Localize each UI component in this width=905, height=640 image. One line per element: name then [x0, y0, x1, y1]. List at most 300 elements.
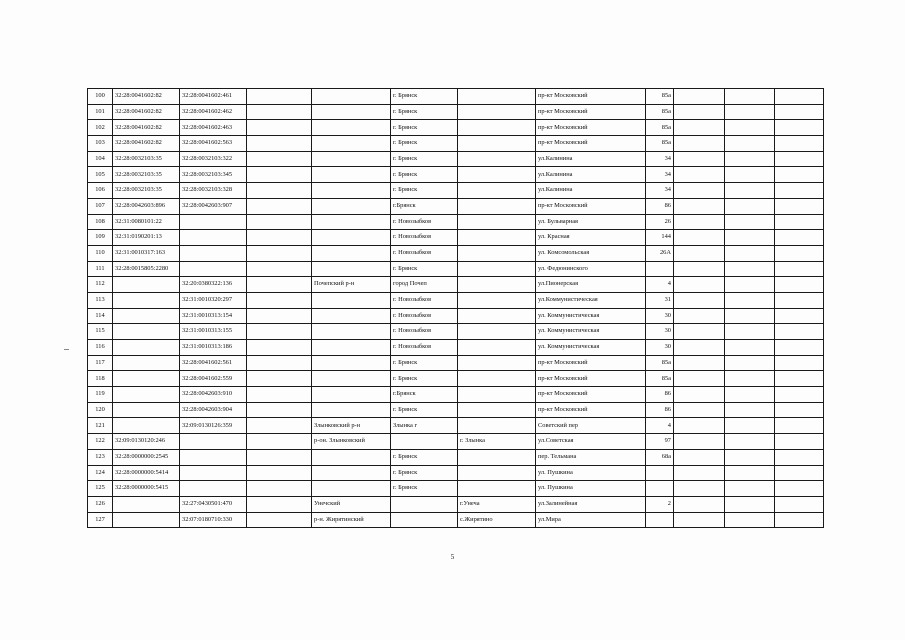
cell-house-number: 85а	[646, 104, 674, 120]
table-row	[88, 387, 824, 403]
cell-blank-column	[247, 324, 312, 340]
cell-city: г. Брянск	[391, 402, 458, 418]
cell-extra-column-1	[674, 481, 725, 497]
table-row	[88, 277, 824, 293]
cell-street: ул. Федюнинского	[536, 261, 646, 277]
cell-house-number: 34	[646, 167, 674, 183]
cell-city: г. Брянск	[391, 481, 458, 497]
cell-parent-cadastral-number	[113, 387, 180, 403]
cell-city: г. Новозыбков	[391, 292, 458, 308]
cell-city: г. Брянск	[391, 167, 458, 183]
cell-extra-column-3	[775, 308, 824, 324]
cell-extra-column-3	[775, 89, 824, 105]
cell-blank-column	[247, 481, 312, 497]
cell-city: г. Новозыбков	[391, 245, 458, 261]
cell-settlement	[458, 261, 536, 277]
cell-house-number: 31	[646, 292, 674, 308]
cell-extra-column-3	[775, 167, 824, 183]
cell-extra-column-1	[674, 245, 725, 261]
cell-street: пр-кт Московский	[536, 198, 646, 214]
cell-district	[312, 355, 391, 371]
table-row	[88, 465, 824, 481]
cell-blank-column	[247, 136, 312, 152]
cell-blank-column	[247, 512, 312, 528]
cell-extra-column-1	[674, 371, 725, 387]
cell-extra-column-1	[674, 89, 725, 105]
cell-parent-cadastral-number	[113, 324, 180, 340]
cell-district	[312, 245, 391, 261]
cell-cadastral-number: 32:31:0010313:186	[180, 340, 247, 356]
table-row	[88, 136, 824, 152]
cell-house-number: 97	[646, 434, 674, 450]
cell-extra-column-1	[674, 512, 725, 528]
table-row	[88, 104, 824, 120]
cell-row-number: 102	[88, 120, 113, 136]
cell-blank-column	[247, 167, 312, 183]
cell-extra-column-1	[674, 136, 725, 152]
cell-extra-column-3	[775, 387, 824, 403]
cell-parent-cadastral-number: 32:28:0015805:2280	[113, 261, 180, 277]
cell-city: г. Брянск	[391, 136, 458, 152]
cell-parent-cadastral-number: 32:28:0032103:35	[113, 183, 180, 199]
table-row	[88, 167, 824, 183]
cell-street: ул. Комсомольская	[536, 245, 646, 261]
cell-street: ул. Коммунистическая	[536, 324, 646, 340]
cell-extra-column-1	[674, 402, 725, 418]
table-row	[88, 355, 824, 371]
cell-extra-column-1	[674, 496, 725, 512]
cell-extra-column-3	[775, 355, 824, 371]
cell-extra-column-2	[725, 89, 775, 105]
cell-blank-column	[247, 496, 312, 512]
cell-cadastral-number: 32:28:0041602:462	[180, 104, 247, 120]
table-row	[88, 324, 824, 340]
cell-blank-column	[247, 230, 312, 246]
cell-settlement	[458, 292, 536, 308]
cell-extra-column-2	[725, 449, 775, 465]
cell-parent-cadastral-number: 32:31:0080101:22	[113, 214, 180, 230]
cell-parent-cadastral-number: 32:28:0000000:2545	[113, 449, 180, 465]
cell-cadastral-number: 32:28:0041602:559	[180, 371, 247, 387]
cell-parent-cadastral-number: 32:28:0041602:82	[113, 89, 180, 105]
cell-cadastral-number	[180, 434, 247, 450]
cell-extra-column-3	[775, 465, 824, 481]
cell-district	[312, 214, 391, 230]
cell-blank-column	[247, 120, 312, 136]
cell-street: пр-кт Московский	[536, 402, 646, 418]
cell-extra-column-1	[674, 183, 725, 199]
cell-extra-column-1	[674, 308, 725, 324]
cell-parent-cadastral-number: 32:28:0042603:896	[113, 198, 180, 214]
cell-city: г. Брянск	[391, 355, 458, 371]
cell-cadastral-number	[180, 230, 247, 246]
cell-extra-column-2	[725, 324, 775, 340]
cell-extra-column-2	[725, 245, 775, 261]
cell-street: ул.Мира	[536, 512, 646, 528]
cell-extra-column-1	[674, 434, 725, 450]
cell-settlement	[458, 120, 536, 136]
cell-city: г. Новозыбков	[391, 230, 458, 246]
cell-extra-column-2	[725, 261, 775, 277]
cell-cadastral-number: 32:07:0180710:330	[180, 512, 247, 528]
cell-extra-column-1	[674, 355, 725, 371]
cell-blank-column	[247, 387, 312, 403]
cell-row-number: 117	[88, 355, 113, 371]
cell-house-number: 85а	[646, 89, 674, 105]
cell-extra-column-2	[725, 481, 775, 497]
cell-settlement	[458, 465, 536, 481]
cell-settlement	[458, 481, 536, 497]
cell-city: г. Брянск	[391, 183, 458, 199]
cell-extra-column-2	[725, 355, 775, 371]
cell-extra-column-3	[775, 136, 824, 152]
table-row	[88, 214, 824, 230]
cell-parent-cadastral-number	[113, 340, 180, 356]
cell-street: ул.Калинина	[536, 183, 646, 199]
cell-cadastral-number	[180, 214, 247, 230]
cell-extra-column-1	[674, 167, 725, 183]
cell-cadastral-number: 32:28:0041602:561	[180, 355, 247, 371]
cell-row-number: 101	[88, 104, 113, 120]
cell-row-number: 126	[88, 496, 113, 512]
cell-street: ул. Красная	[536, 230, 646, 246]
cell-district	[312, 371, 391, 387]
cell-extra-column-1	[674, 120, 725, 136]
cell-settlement: с.Жирятино	[458, 512, 536, 528]
cell-house-number: 85а	[646, 136, 674, 152]
cell-extra-column-1	[674, 104, 725, 120]
cell-extra-column-2	[725, 230, 775, 246]
cell-blank-column	[247, 89, 312, 105]
cell-row-number: 122	[88, 434, 113, 450]
cell-district	[312, 230, 391, 246]
cell-extra-column-2	[725, 434, 775, 450]
cell-district: Унечский	[312, 496, 391, 512]
cell-cadastral-number: 32:27:0430501:470	[180, 496, 247, 512]
cell-row-number: 107	[88, 198, 113, 214]
cell-cadastral-number: 32:28:0041602:563	[180, 136, 247, 152]
table-row	[88, 292, 824, 308]
cell-cadastral-number	[180, 465, 247, 481]
cell-city: г. Брянск	[391, 261, 458, 277]
cell-extra-column-2	[725, 292, 775, 308]
cell-house-number: 68а	[646, 449, 674, 465]
table-row	[88, 434, 824, 450]
table-row	[88, 183, 824, 199]
cell-extra-column-1	[674, 324, 725, 340]
cell-extra-column-1	[674, 387, 725, 403]
cell-cadastral-number: 32:20:0380322:136	[180, 277, 247, 293]
table-row	[88, 261, 824, 277]
cell-blank-column	[247, 434, 312, 450]
cell-blank-column	[247, 261, 312, 277]
cell-cadastral-number: 32:31:0010313:154	[180, 308, 247, 324]
cell-district	[312, 136, 391, 152]
cell-extra-column-2	[725, 277, 775, 293]
cell-house-number: 86	[646, 198, 674, 214]
cell-street: Советский пер	[536, 418, 646, 434]
cell-settlement	[458, 449, 536, 465]
cell-street: ул. Коммунистическая	[536, 340, 646, 356]
cell-extra-column-1	[674, 261, 725, 277]
cell-row-number: 103	[88, 136, 113, 152]
cell-street: пр-кт Московский	[536, 136, 646, 152]
table-row	[88, 308, 824, 324]
cell-house-number: 34	[646, 151, 674, 167]
cell-extra-column-2	[725, 120, 775, 136]
cell-city: г. Брянск	[391, 465, 458, 481]
cell-row-number: 114	[88, 308, 113, 324]
cell-extra-column-3	[775, 292, 824, 308]
cell-district	[312, 261, 391, 277]
cell-settlement	[458, 151, 536, 167]
cell-blank-column	[247, 449, 312, 465]
cell-parent-cadastral-number: 32:31:0190201:13	[113, 230, 180, 246]
cell-district	[312, 292, 391, 308]
cell-settlement: г. Злынка	[458, 434, 536, 450]
cell-extra-column-3	[775, 151, 824, 167]
cell-district	[312, 183, 391, 199]
cell-extra-column-3	[775, 183, 824, 199]
cell-settlement	[458, 308, 536, 324]
cell-street: ул. Пушкина	[536, 481, 646, 497]
cell-house-number: 2	[646, 496, 674, 512]
cell-row-number: 109	[88, 230, 113, 246]
cell-settlement	[458, 136, 536, 152]
cell-extra-column-3	[775, 261, 824, 277]
cell-cadastral-number	[180, 449, 247, 465]
cell-extra-column-2	[725, 496, 775, 512]
cell-parent-cadastral-number	[113, 496, 180, 512]
cell-settlement	[458, 89, 536, 105]
cell-city: г. Брянск	[391, 89, 458, 105]
cell-settlement	[458, 371, 536, 387]
cell-extra-column-2	[725, 387, 775, 403]
cell-parent-cadastral-number	[113, 308, 180, 324]
cell-extra-column-3	[775, 434, 824, 450]
cell-street: пр-кт Московский	[536, 371, 646, 387]
cell-house-number: 86	[646, 387, 674, 403]
cell-house-number: 26А	[646, 245, 674, 261]
cell-blank-column	[247, 292, 312, 308]
cell-district	[312, 324, 391, 340]
cell-parent-cadastral-number	[113, 512, 180, 528]
cell-house-number: 4	[646, 418, 674, 434]
cell-street: ул. Пушкина	[536, 465, 646, 481]
cell-district	[312, 151, 391, 167]
table-row	[88, 198, 824, 214]
cell-city: г. Брянск	[391, 151, 458, 167]
cell-street: пр-кт Московский	[536, 355, 646, 371]
cell-parent-cadastral-number	[113, 277, 180, 293]
cell-city	[391, 496, 458, 512]
cell-settlement	[458, 198, 536, 214]
cell-extra-column-2	[725, 418, 775, 434]
cell-cadastral-number: 32:28:0041602:461	[180, 89, 247, 105]
cell-blank-column	[247, 402, 312, 418]
cell-settlement	[458, 402, 536, 418]
cell-extra-column-2	[725, 340, 775, 356]
cell-extra-column-3	[775, 230, 824, 246]
cell-parent-cadastral-number	[113, 402, 180, 418]
cell-house-number: 4	[646, 277, 674, 293]
cell-house-number: 30	[646, 340, 674, 356]
cell-city: город Почеп	[391, 277, 458, 293]
cell-settlement	[458, 214, 536, 230]
cell-cadastral-number: 32:28:0032103:322	[180, 151, 247, 167]
cell-parent-cadastral-number	[113, 292, 180, 308]
cell-district	[312, 465, 391, 481]
cell-cadastral-number: 32:28:0041602:463	[180, 120, 247, 136]
cell-cadastral-number: 32:28:0032103:328	[180, 183, 247, 199]
cell-street: ул.Калинина	[536, 167, 646, 183]
cell-row-number: 125	[88, 481, 113, 497]
cell-parent-cadastral-number: 32:31:0010317:163	[113, 245, 180, 261]
cell-extra-column-1	[674, 292, 725, 308]
cell-extra-column-1	[674, 449, 725, 465]
cell-row-number: 119	[88, 387, 113, 403]
cell-district: р-он. Злынковский	[312, 434, 391, 450]
cell-row-number: 116	[88, 340, 113, 356]
cell-city: г. Новозыбков	[391, 340, 458, 356]
cell-blank-column	[247, 183, 312, 199]
cell-row-number: 123	[88, 449, 113, 465]
cell-row-number: 118	[88, 371, 113, 387]
cell-extra-column-3	[775, 481, 824, 497]
cell-city	[391, 512, 458, 528]
cell-row-number: 108	[88, 214, 113, 230]
cell-settlement	[458, 230, 536, 246]
cell-city	[391, 434, 458, 450]
cell-extra-column-1	[674, 465, 725, 481]
page-number: 5	[450, 553, 455, 561]
cell-district: р-н. Жирятинский	[312, 512, 391, 528]
cell-house-number: 85а	[646, 120, 674, 136]
cell-extra-column-3	[775, 512, 824, 528]
cell-cadastral-number: 32:28:0032103:345	[180, 167, 247, 183]
cell-extra-column-2	[725, 136, 775, 152]
cell-parent-cadastral-number: 32:28:0041602:82	[113, 104, 180, 120]
cell-extra-column-3	[775, 449, 824, 465]
cell-house-number: 34	[646, 183, 674, 199]
cell-blank-column	[247, 355, 312, 371]
cell-row-number: 124	[88, 465, 113, 481]
cell-street: ул.Калинина	[536, 151, 646, 167]
table-row	[88, 151, 824, 167]
cell-extra-column-1	[674, 340, 725, 356]
cell-settlement	[458, 104, 536, 120]
cell-row-number: 121	[88, 418, 113, 434]
cell-street: ул. Бульварная	[536, 214, 646, 230]
cell-parent-cadastral-number: 32:28:0000000:5414	[113, 465, 180, 481]
cell-district	[312, 402, 391, 418]
table-row	[88, 245, 824, 261]
cell-cadastral-number	[180, 245, 247, 261]
cell-district: Почепский р-н	[312, 277, 391, 293]
cell-cadastral-number: 32:28:0042603:904	[180, 402, 247, 418]
table-row	[88, 418, 824, 434]
cell-settlement	[458, 324, 536, 340]
cell-cadastral-number: 32:09:0130126:359	[180, 418, 247, 434]
cell-extra-column-2	[725, 183, 775, 199]
cell-extra-column-2	[725, 308, 775, 324]
table-row	[88, 496, 824, 512]
cell-settlement: г.Унеча	[458, 496, 536, 512]
cell-extra-column-3	[775, 245, 824, 261]
cell-city: г.Брянск	[391, 198, 458, 214]
cell-district	[312, 198, 391, 214]
cell-blank-column	[247, 371, 312, 387]
cell-row-number: 104	[88, 151, 113, 167]
table-row	[88, 402, 824, 418]
cell-blank-column	[247, 465, 312, 481]
cell-blank-column	[247, 340, 312, 356]
table-row	[88, 449, 824, 465]
cell-extra-column-3	[775, 340, 824, 356]
cell-district	[312, 449, 391, 465]
cell-street: ул.Коммунистическая	[536, 292, 646, 308]
cell-settlement	[458, 277, 536, 293]
cell-extra-column-2	[725, 167, 775, 183]
cell-parent-cadastral-number	[113, 355, 180, 371]
cell-row-number: 113	[88, 292, 113, 308]
cell-settlement	[458, 355, 536, 371]
cell-parent-cadastral-number: 32:28:0032103:35	[113, 151, 180, 167]
cell-extra-column-1	[674, 151, 725, 167]
cell-street: ул. Коммунистическая	[536, 308, 646, 324]
cell-district	[312, 308, 391, 324]
cell-house-number: 85а	[646, 355, 674, 371]
cell-parent-cadastral-number	[113, 371, 180, 387]
cell-parent-cadastral-number: 32:28:0041602:82	[113, 136, 180, 152]
table-row	[88, 481, 824, 497]
cell-district	[312, 89, 391, 105]
cell-city: Злынка г	[391, 418, 458, 434]
cell-house-number: 30	[646, 324, 674, 340]
cell-extra-column-1	[674, 214, 725, 230]
cell-row-number: 120	[88, 402, 113, 418]
cell-district	[312, 340, 391, 356]
cell-street: ул.Советская	[536, 434, 646, 450]
cell-settlement	[458, 183, 536, 199]
cell-city: г. Новозыбков	[391, 308, 458, 324]
cell-city: г. Новозыбков	[391, 324, 458, 340]
cell-house-number	[646, 261, 674, 277]
records-body	[88, 89, 824, 528]
scan-artifact	[64, 349, 69, 350]
cell-cadastral-number: 32:28:0042603:910	[180, 387, 247, 403]
cell-street: ул.Залинейная	[536, 496, 646, 512]
cell-district: Злынковский р-н	[312, 418, 391, 434]
cell-row-number: 115	[88, 324, 113, 340]
cell-parent-cadastral-number: 32:28:0032103:35	[113, 167, 180, 183]
cell-blank-column	[247, 104, 312, 120]
cell-district	[312, 120, 391, 136]
cell-street: пр-кт Московский	[536, 89, 646, 105]
cell-district	[312, 167, 391, 183]
cell-cadastral-number: 32:31:0010313:155	[180, 324, 247, 340]
cell-blank-column	[247, 214, 312, 230]
cell-settlement	[458, 418, 536, 434]
cell-extra-column-1	[674, 198, 725, 214]
cell-settlement	[458, 167, 536, 183]
cell-house-number: 85а	[646, 371, 674, 387]
cell-row-number: 100	[88, 89, 113, 105]
cell-row-number: 112	[88, 277, 113, 293]
cell-parent-cadastral-number: 32:28:0041602:82	[113, 120, 180, 136]
cell-house-number	[646, 481, 674, 497]
cell-row-number: 111	[88, 261, 113, 277]
